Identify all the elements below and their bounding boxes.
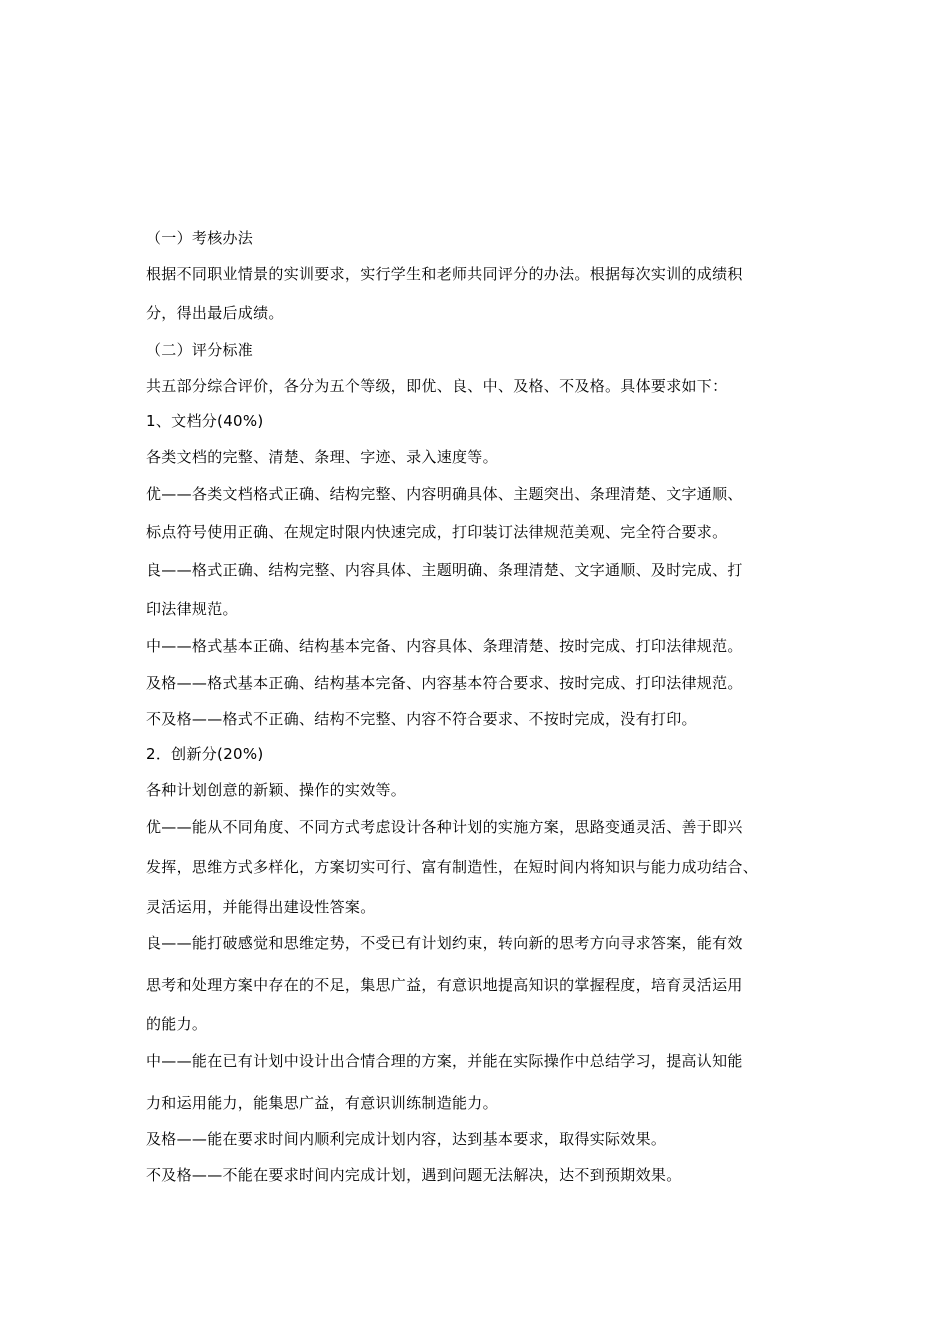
grade-line-excellent: 优——能从不同角度、不同方式考虑设计各种计划的实施方案，思路变通灵活、善于即兴 (146, 818, 743, 836)
section-heading-assessment-method: （一）考核办法 (146, 229, 254, 247)
paragraph-line: 思考和处理方案中存在的不足，集思广益，有意识地提高知识的掌握程度，培育灵活运用 (146, 976, 743, 994)
grade-line-fail: 不及格——不能在要求时间内完成计划，遇到问题无法解决，达不到预期效果。 (146, 1166, 682, 1184)
paragraph-line: 根据不同职业情景的实训要求，实行学生和老师共同评分的办法。根据每次实训的成绩积 (146, 265, 743, 283)
grade-line-fail: 不及格——格式不正确、结构不完整、内容不符合要求、不按时完成，没有打印。 (146, 710, 697, 728)
subsection-heading-innovation-score: 2．创新分(20%) (146, 745, 264, 763)
subsection-heading-document-score: 1、文档分(40%) (146, 412, 264, 430)
grade-line-good: 良——格式正确、结构完整、内容具体、主题明确、条理清楚、文字通顺、及时完成、打 (146, 561, 743, 579)
grade-line-excellent: 优——各类文档格式正确、结构完整、内容明确具体、主题突出、条理清楚、文字通顺、 (146, 485, 743, 503)
grade-line-medium: 中——能在已有计划中设计出合情合理的方案，并能在实际操作中总结学习，提高认知能 (146, 1052, 743, 1070)
paragraph-line: 标点符号使用正确、在规定时限内快速完成，打印装订法律规范美观、完全符合要求。 (146, 523, 728, 541)
paragraph-line: 印法律规范。 (146, 600, 238, 618)
grade-line-pass: 及格——格式基本正确、结构基本完备、内容基本符合要求、按时完成、打印法律规范。 (146, 674, 743, 692)
paragraph-line: 分，得出最后成绩。 (146, 304, 284, 322)
grade-line-pass: 及格——能在要求时间内顺利完成计划内容，达到基本要求，取得实际效果。 (146, 1130, 667, 1148)
paragraph-line: 力和运用能力，能集思广益，有意识训练制造能力。 (146, 1094, 498, 1112)
paragraph-line: 各种计划创意的新颖、操作的实效等。 (146, 781, 407, 799)
paragraph-line: 的能力。 (146, 1015, 208, 1033)
grade-line-medium: 中——格式基本正确、结构基本完备、内容具体、条理清楚、按时完成、打印法律规范。 (146, 637, 743, 655)
paragraph-line: 共五部分综合评价，各分为五个等级，即优、良、中、及格、不及格。具体要求如下： (146, 377, 728, 395)
paragraph-line: 灵活运用，并能得出建设性答案。 (146, 898, 376, 916)
grade-line-good: 良——能打破感觉和思维定势，不受已有计划约束，转向新的思考方向寻求答案，能有效 (146, 934, 743, 952)
section-heading-scoring-standard: （二）评分标准 (146, 341, 254, 359)
paragraph-line: 发挥，思维方式多样化，方案切实可行、富有制造性，在短时间内将知识与能力成功结合、 (146, 858, 759, 876)
paragraph-line: 各类文档的完整、清楚、条理、字迹、录入速度等。 (146, 448, 498, 466)
